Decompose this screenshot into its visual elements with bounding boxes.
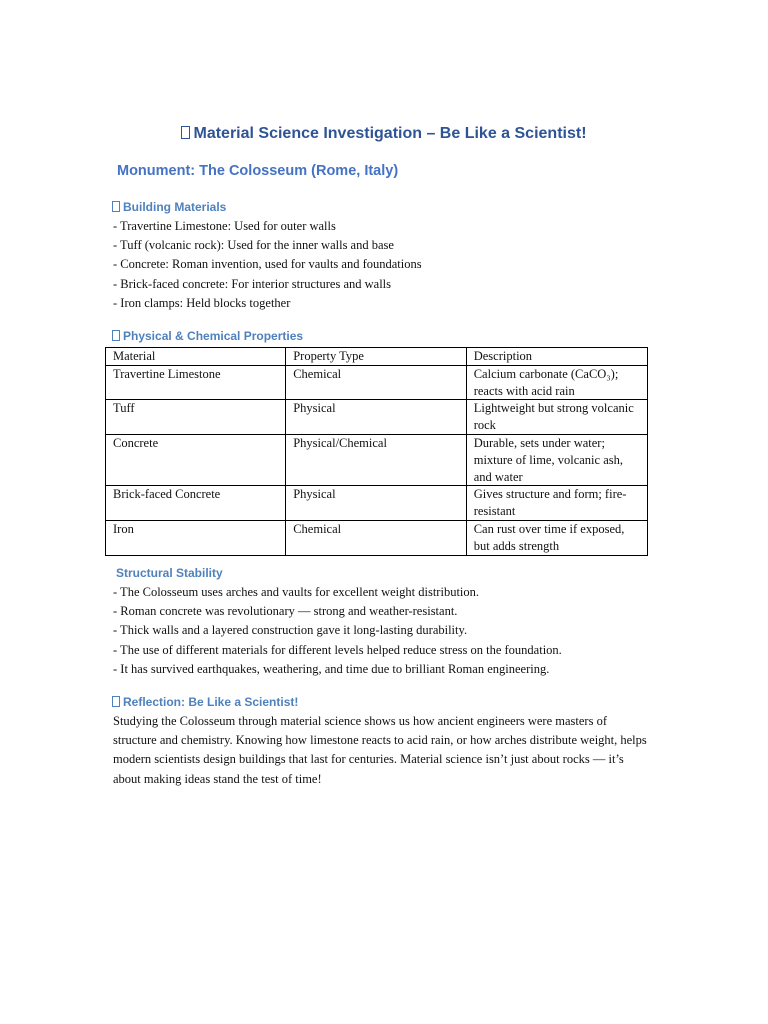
table-row	[106, 520, 648, 555]
document-icon	[181, 126, 190, 139]
table-cell: Lightweight but strong volcanic rock	[466, 400, 647, 435]
table-cell: Travertine Limestone	[106, 365, 286, 400]
list-item: - The Colosseum uses arches and vaults for excellent weight distribution.	[113, 585, 480, 599]
table-cell: Brick-faced Concrete	[106, 486, 286, 521]
table-cell: Calcium carbonate (CaCO₃); reacts with acid rain	[466, 365, 647, 400]
table-cell: Chemical	[286, 520, 467, 555]
building-materials-heading-text: Building Materials	[123, 200, 227, 214]
table-cell: Physical	[286, 486, 467, 521]
table-cell: Physical	[286, 400, 467, 435]
list-item: - It has survived earthquakes, weathering, and time due to brilliant Roman engineering.	[113, 661, 550, 676]
document-title	[0, 125, 768, 143]
table-cell: Durable, sets under water; mixture of lime, volcanic ash, and water	[466, 434, 647, 485]
list-item: - Brick-faced concrete: For interior structures and walls	[113, 276, 392, 291]
reflection-heading	[112, 695, 298, 709]
list-item: - Iron clamps: Held blocks together	[113, 295, 291, 310]
lightbulb-icon	[112, 696, 120, 707]
reflection-heading-text: Reflection: Be Like a Scientist!	[123, 695, 299, 709]
properties-heading-text: Physical & Chemical Properties	[123, 329, 304, 343]
list-item: - Concrete: Roman invention, used for vaults and foundations	[113, 257, 422, 272]
properties-heading	[112, 329, 303, 343]
building-materials-list	[113, 217, 422, 313]
list-item: - Travertine Limestone: Used for outer walls	[113, 219, 336, 233]
table-cell: Physical/Chemical	[286, 434, 467, 485]
table-cell: Gives structure and form; fire-resistant	[466, 486, 647, 521]
building-materials-heading	[112, 200, 226, 214]
table-cell: Concrete	[106, 434, 286, 485]
list-item: - Tuff (volcanic rock): Used for the inner walls and base	[113, 238, 394, 253]
brick-icon	[112, 201, 120, 212]
column-header: Property Type	[286, 348, 467, 366]
column-header: Description	[466, 348, 647, 366]
table-row	[106, 400, 648, 435]
table-header-row	[106, 348, 648, 366]
list-item: - The use of different materials for different levels helped reduce stress on the foundation.	[113, 642, 562, 657]
table-cell: Chemical	[286, 365, 467, 400]
table-row	[106, 434, 648, 485]
table-cell: Iron	[106, 520, 286, 555]
table-row	[106, 486, 648, 521]
reflection-paragraph: Studying the Colosseum through material science shows us how ancient engineers were masters of structure and chemistry. Knowing how limestone reacts to acid rain, or how arches distribute weight, helps modern scientists design buildings that last for centuries. Material science isn’t just about rocks — it’s about making ideas stand the test of time!	[113, 714, 647, 786]
monument-heading: Monument: The Colosseum (Rome, Italy)	[117, 163, 399, 179]
table-cell: Tuff	[106, 400, 286, 435]
flask-icon	[112, 330, 120, 341]
stability-list	[113, 583, 562, 679]
column-header: Material	[106, 348, 286, 366]
stability-heading: Structural Stability	[116, 566, 223, 580]
table-cell: Can rust over time if exposed, but adds strength	[466, 520, 647, 555]
document-title-text: Material Science Investigation – Be Like a Scientist!	[193, 125, 587, 142]
list-item: - Thick walls and a layered construction gave it long-lasting durability.	[113, 623, 468, 638]
list-item: - Roman concrete was revolutionary — strong and weather-resistant.	[113, 604, 458, 619]
table-row	[106, 365, 648, 400]
properties-table	[105, 347, 648, 556]
